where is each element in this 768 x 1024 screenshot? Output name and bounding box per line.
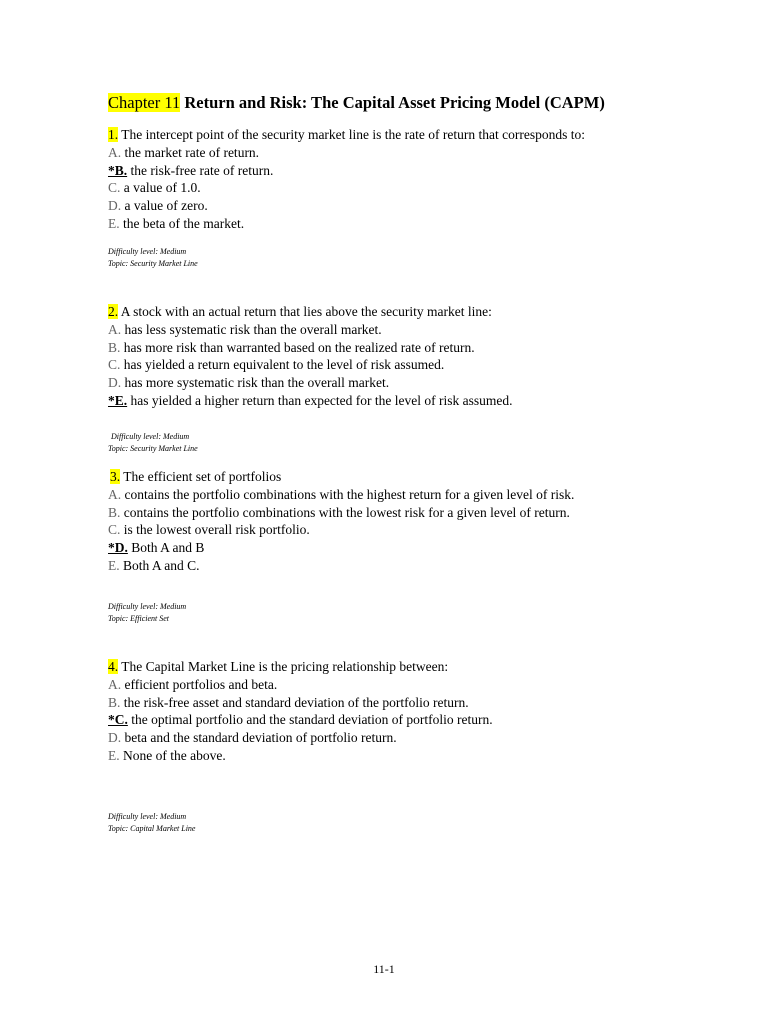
difficulty-level: Difficulty level: Medium bbox=[108, 602, 187, 611]
question-number: 2. bbox=[108, 304, 119, 319]
question-4 bbox=[108, 658, 493, 765]
question-text: The Capital Market Line is the pricing relationship between: bbox=[118, 659, 449, 674]
answer-option-correct bbox=[108, 711, 493, 729]
difficulty-level: Difficulty level: Medium bbox=[111, 432, 190, 441]
question-text: The efficient set of portfolios bbox=[120, 469, 282, 484]
option-letter: C. bbox=[108, 180, 121, 196]
answer-option bbox=[108, 521, 574, 539]
option-letter: *D. bbox=[108, 540, 128, 556]
question-2-meta bbox=[108, 431, 198, 455]
chapter-title-text: Return and Risk: The Capital Asset Pricing Model (CAPM) bbox=[180, 93, 605, 112]
topic: Topic: Security Market Line bbox=[108, 444, 198, 453]
option-letter: E. bbox=[108, 747, 120, 763]
option-text: Both A and C. bbox=[119, 557, 200, 573]
option-letter: B. bbox=[108, 694, 121, 710]
question-1-meta bbox=[108, 246, 198, 270]
option-letter: *C. bbox=[108, 712, 128, 728]
option-letter: D. bbox=[108, 730, 122, 746]
option-letter: A. bbox=[108, 486, 122, 502]
question-1 bbox=[108, 126, 585, 233]
option-text: contains the portfolio combinations with the lowest risk for a given level of return. bbox=[120, 504, 570, 520]
option-text: None of the above. bbox=[119, 747, 226, 763]
question-4-meta bbox=[108, 811, 195, 835]
option-text: has yielded a higher return than expected for the level of risk assumed. bbox=[127, 392, 513, 408]
option-letter: D. bbox=[108, 198, 122, 214]
option-letter: E. bbox=[108, 557, 120, 573]
question-3 bbox=[110, 468, 574, 575]
option-text: contains the portfolio combinations with the highest return for a given level of risk. bbox=[121, 486, 575, 502]
option-text: the market rate of return. bbox=[121, 144, 260, 160]
option-text: a value of 1.0. bbox=[120, 180, 201, 196]
option-text: has less systematic risk than the overall market. bbox=[121, 321, 382, 337]
answer-option bbox=[108, 144, 585, 162]
option-letter: A. bbox=[108, 321, 122, 337]
option-letter: B. bbox=[108, 504, 121, 520]
answer-option bbox=[108, 747, 493, 765]
option-text: the risk-free rate of return. bbox=[127, 162, 274, 178]
question-stem bbox=[108, 126, 585, 144]
question-stem bbox=[108, 303, 513, 321]
option-text: the beta of the market. bbox=[119, 215, 245, 231]
option-text: a value of zero. bbox=[121, 198, 208, 214]
question-stem bbox=[110, 468, 574, 486]
option-letter: B. bbox=[108, 339, 121, 355]
option-letter: *E. bbox=[108, 392, 128, 408]
answer-option bbox=[108, 197, 585, 215]
answer-option bbox=[108, 557, 574, 575]
question-text: The intercept point of the security market line is the rate of return that corresponds to: bbox=[118, 127, 585, 142]
answer-option bbox=[108, 504, 574, 522]
question-number: 1. bbox=[108, 127, 119, 142]
option-text: the risk-free asset and standard deviation of the portfolio return. bbox=[120, 694, 469, 710]
difficulty-level: Difficulty level: Medium bbox=[108, 247, 187, 256]
answer-option bbox=[108, 321, 513, 339]
answer-option bbox=[108, 356, 513, 374]
answer-option bbox=[108, 215, 585, 233]
option-text: is the lowest overall risk portfolio. bbox=[120, 522, 310, 538]
answer-option bbox=[108, 339, 513, 357]
chapter-label: Chapter 11 bbox=[108, 93, 181, 112]
answer-option bbox=[108, 676, 493, 694]
question-3-meta bbox=[108, 601, 186, 625]
question-stem bbox=[108, 658, 493, 676]
answer-option bbox=[108, 694, 493, 712]
option-text: has more risk than warranted based on the realized rate of return. bbox=[120, 339, 475, 355]
topic: Topic: Capital Market Line bbox=[108, 824, 196, 833]
answer-option bbox=[108, 374, 513, 392]
option-text: beta and the standard deviation of portfolio return. bbox=[121, 730, 397, 746]
option-text: has yielded a return equivalent to the level of risk assumed. bbox=[120, 357, 445, 373]
option-text: efficient portfolios and beta. bbox=[121, 676, 278, 692]
answer-option bbox=[108, 486, 574, 504]
answer-option-correct bbox=[108, 162, 585, 180]
option-text: has more systematic risk than the overall market. bbox=[121, 375, 390, 391]
question-number: 3. bbox=[110, 469, 121, 484]
option-letter: D. bbox=[108, 375, 122, 391]
option-letter: *B. bbox=[108, 162, 128, 178]
option-text: Both A and B bbox=[127, 540, 205, 556]
question-2 bbox=[108, 303, 513, 410]
answer-option-correct bbox=[108, 539, 574, 557]
option-letter: C. bbox=[108, 357, 121, 373]
option-letter: A. bbox=[108, 144, 122, 160]
topic: Topic: Security Market Line bbox=[108, 259, 198, 268]
option-letter: A. bbox=[108, 676, 122, 692]
option-letter: E. bbox=[108, 215, 120, 231]
page-number: 11-1 bbox=[373, 962, 395, 976]
option-letter: C. bbox=[108, 522, 121, 538]
topic: Topic: Efficient Set bbox=[108, 614, 170, 623]
question-text: A stock with an actual return that lies above the security market line: bbox=[118, 304, 492, 319]
answer-option bbox=[108, 729, 493, 747]
answer-option-correct bbox=[108, 392, 513, 410]
question-number: 4. bbox=[108, 659, 119, 674]
difficulty-level: Difficulty level: Medium bbox=[108, 812, 187, 821]
option-text: the optimal portfolio and the standard deviation of portfolio return. bbox=[127, 712, 493, 728]
answer-option bbox=[108, 179, 585, 197]
chapter-title bbox=[108, 93, 605, 113]
